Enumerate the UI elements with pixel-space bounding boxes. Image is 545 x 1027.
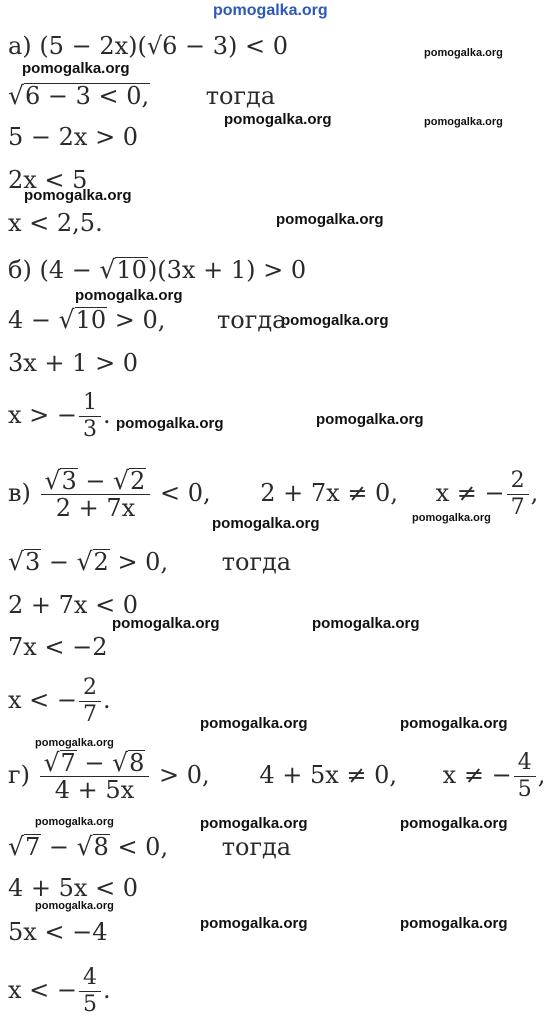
radicand: 3 — [24, 548, 41, 576]
fraction — [40, 750, 150, 803]
b-l1-post: )(3x + 1) > 0 — [147, 256, 307, 284]
sqrt-sign: √ — [8, 81, 24, 110]
denominator: 7 — [510, 495, 525, 520]
watermark: pomogalka.org — [224, 111, 332, 128]
radicand: 2 — [130, 467, 146, 495]
watermark: pomogalka.org — [213, 2, 328, 19]
v-l5-post: . — [103, 686, 111, 714]
sqrt-sign: √ — [43, 748, 60, 777]
a-inequality: (5 − 2x)(√6 − 3) < 0 — [39, 32, 289, 60]
g-x-ne-post: , — [537, 761, 545, 789]
g-line5 — [8, 965, 111, 1018]
g-after-frac: > 0, — [159, 761, 210, 789]
watermark: pomogalka.org — [200, 815, 308, 832]
sqrt-sign: √ — [76, 547, 93, 576]
watermark: pomogalka.org — [24, 187, 132, 204]
g-l2-then: тогда — [221, 833, 292, 861]
v-x-ne: x ≠ − — [435, 479, 505, 507]
watermark: pomogalka.org — [424, 116, 503, 128]
b-l4-post: . — [103, 401, 111, 429]
watermark: pomogalka.org — [400, 815, 508, 832]
sqrt-sign: √ — [8, 832, 24, 861]
v-line2: √3 − √2 > 0, тогда — [8, 547, 292, 576]
a-line4: 2x < 5 — [8, 166, 88, 194]
v-after-frac: < 0, — [159, 479, 211, 507]
watermark: pomogalka.org — [200, 915, 308, 932]
watermark: pomogalka.org — [400, 915, 508, 932]
sqrt-sign: √ — [58, 305, 75, 334]
b-label: б) — [8, 256, 32, 284]
numerator: 1 — [79, 390, 101, 417]
numerator: √7 − √8 — [40, 750, 150, 777]
b-line1 — [8, 255, 306, 285]
radicand: 8 — [129, 749, 145, 777]
watermark: pomogalka.org — [75, 287, 183, 304]
g-line1 — [8, 750, 545, 803]
g-label: г) — [8, 761, 30, 789]
v-l2-then: тогда — [221, 548, 292, 576]
g-l2-post: < 0, — [109, 833, 169, 861]
radicand: 8 — [93, 833, 109, 861]
fraction — [41, 468, 151, 521]
watermark: pomogalka.org — [316, 411, 424, 428]
watermark: pomogalka.org — [312, 615, 420, 632]
watermark: pomogalka.org — [400, 715, 508, 732]
a-l2-lhs: 6 − 3 < 0, — [24, 82, 150, 110]
v-x-ne-post: , — [530, 479, 539, 507]
numerator: 4 — [79, 965, 101, 992]
g-line2: √7 − √8 < 0, тогда — [8, 832, 292, 861]
sqrt-sign: √ — [44, 466, 61, 495]
g-l5-pre: x < − — [8, 976, 78, 1004]
watermark: pomogalka.org — [412, 512, 491, 524]
radicand: 3 — [61, 467, 77, 495]
g-l5-post: . — [103, 976, 111, 1004]
g-line4: 5x < −4 — [8, 918, 108, 946]
a-line5: x < 2,5. — [8, 209, 103, 237]
b-l2-post: > 0, — [107, 306, 166, 334]
denominator: 5 — [517, 777, 532, 802]
fraction — [79, 390, 101, 443]
watermark: pomogalka.org — [116, 415, 224, 432]
v-cond: 2 + 7x ≠ 0, — [260, 479, 398, 507]
a-line1 — [8, 31, 288, 61]
numerator: 4 — [514, 750, 536, 777]
v-line5 — [8, 675, 111, 728]
watermark: pomogalka.org — [212, 515, 320, 532]
g-cond: 4 + 5x ≠ 0, — [259, 761, 398, 789]
b-l4-pre: x > − — [8, 401, 78, 429]
watermark: pomogalka.org — [200, 715, 308, 732]
denominator: 2 + 7x — [55, 494, 136, 522]
v-line1 — [8, 468, 538, 521]
denominator: 5 — [83, 992, 98, 1017]
watermark: pomogalka.org — [22, 60, 130, 77]
denominator: 3 — [83, 417, 98, 442]
sqrt-sign: √ — [99, 255, 116, 284]
sqrt-sign: √ — [8, 547, 24, 576]
b-l1-pre: (4 − — [39, 256, 100, 284]
g-x-ne: x ≠ − — [442, 761, 512, 789]
watermark: pomogalka.org — [424, 47, 503, 59]
b-line2 — [8, 305, 286, 335]
watermark: pomogalka.org — [35, 900, 114, 912]
b-line4 — [8, 390, 111, 443]
v-line3: 2 + 7x < 0 — [8, 591, 139, 619]
b-l1-rad: 10 — [116, 256, 147, 284]
watermark: pomogalka.org — [112, 615, 220, 632]
radicand: 7 — [60, 749, 76, 777]
watermark: pomogalka.org — [35, 737, 114, 749]
denominator: 4 + 5x — [54, 776, 135, 804]
watermark: pomogalka.org — [281, 312, 389, 329]
b-l2-rad: 10 — [75, 306, 107, 334]
a-line2 — [8, 81, 275, 111]
sqrt-sign: √ — [76, 832, 93, 861]
v-label: в) — [8, 479, 31, 507]
b-line3: 3x + 1 > 0 — [8, 349, 139, 377]
v-l5-pre: x < − — [8, 686, 78, 714]
a-label: а) — [8, 32, 32, 60]
v-line4: 7x < −2 — [8, 633, 108, 661]
a-l2-then: тогда — [205, 82, 276, 110]
fraction — [514, 750, 536, 803]
numerator: 2 — [79, 675, 101, 702]
a-line3: 5 − 2x > 0 — [8, 123, 139, 151]
b-l2-pre: 4 − — [8, 306, 59, 334]
fraction — [79, 965, 101, 1018]
denominator: 7 — [83, 702, 98, 727]
sqrt-sign: √ — [112, 748, 129, 777]
v-l2-post: > 0, — [109, 548, 169, 576]
numerator: 2 — [507, 468, 529, 495]
radicand: 7 — [24, 833, 41, 861]
b-l2-then: тогда — [217, 306, 287, 334]
radicand: 2 — [93, 548, 109, 576]
fraction — [79, 675, 101, 728]
watermark: pomogalka.org — [35, 816, 114, 828]
numerator: √3 − √2 — [41, 468, 151, 495]
sqrt-sign: √ — [113, 466, 130, 495]
fraction — [507, 468, 529, 521]
watermark: pomogalka.org — [276, 211, 384, 228]
g-line3: 4 + 5x < 0 — [8, 874, 139, 902]
